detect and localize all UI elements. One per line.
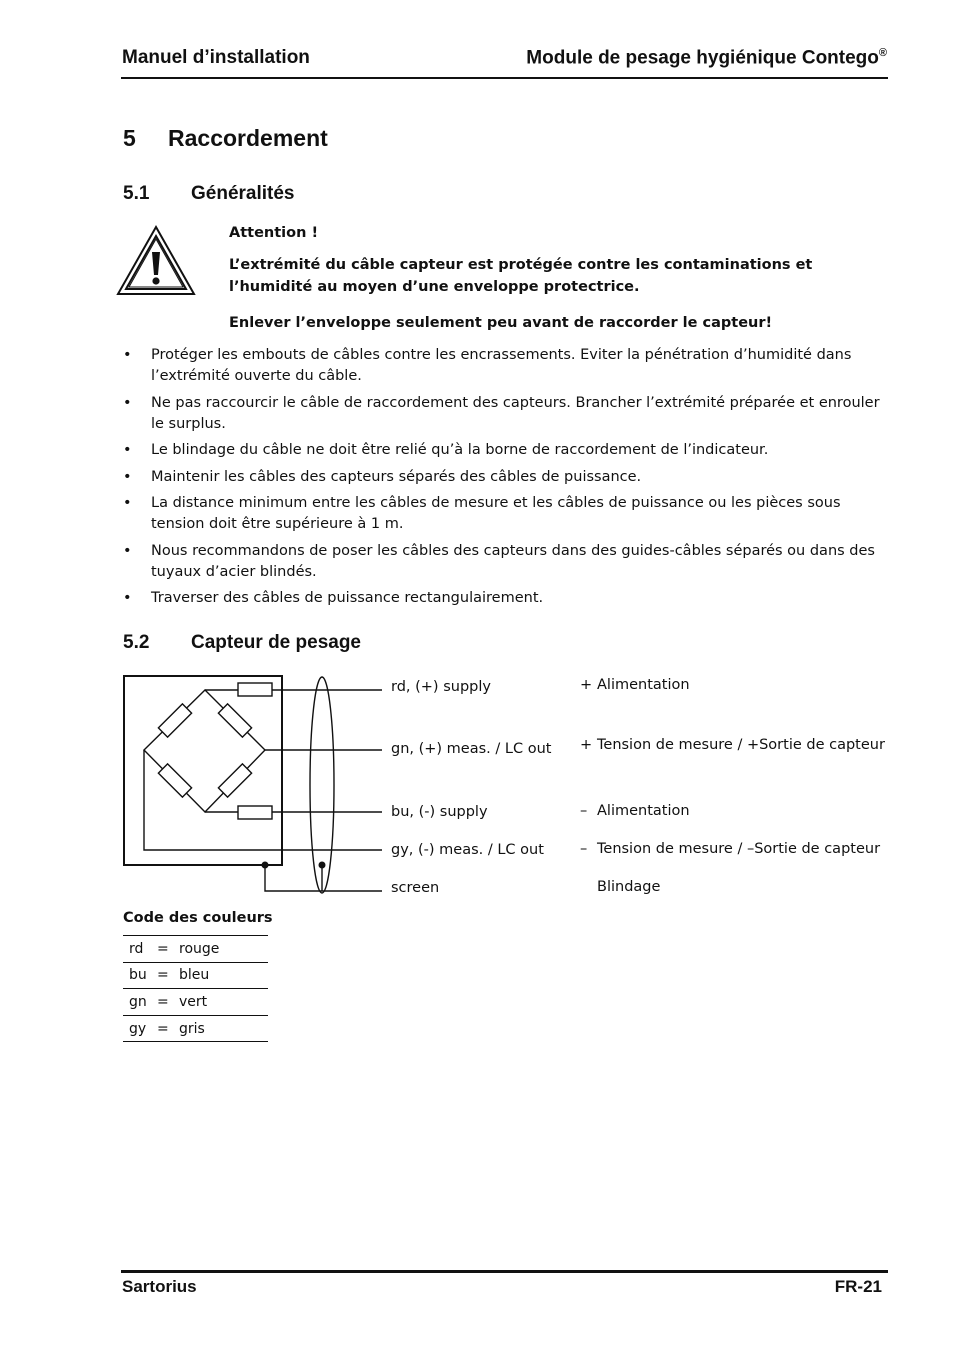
bullet-item: • Le blindage du câble ne doit être relié qu’à la borne de raccordement de l’indicateur. — [121, 440, 881, 461]
bullet-item: • Traverser des câbles de puissance rectangulairement. — [121, 588, 881, 609]
junction-dot — [262, 862, 269, 869]
bullet-item: • Ne pas raccourcir le câble de raccordement des capteurs. Brancher l’extrémité préparée et enrouler le surplus. — [121, 393, 881, 435]
subsection-1-title: Généralités — [191, 183, 295, 204]
equals-sign: = — [157, 962, 179, 989]
strain-gauge-lower-right — [218, 764, 251, 797]
table-row — [123, 1015, 268, 1042]
subsection-1-number: 5.1 — [123, 183, 150, 204]
table-row — [123, 962, 268, 989]
sign-bu: – — [580, 803, 588, 819]
wire-label-rd: rd, (+) supply — [391, 679, 491, 695]
resistor-bottom — [238, 806, 272, 819]
desc-screen: Blindage — [597, 879, 661, 895]
resistor-top — [238, 683, 272, 696]
color-name: bleu — [179, 962, 268, 989]
page-number: FR-21 — [834, 1277, 882, 1296]
bullet-list — [121, 345, 881, 615]
bullet-item: • Maintenir les câbles des capteurs séparés des câbles de puissance. — [121, 467, 881, 488]
wire-label-bu: bu, (-) supply — [391, 804, 488, 820]
color-abbrev: rd — [123, 936, 157, 963]
junction-dot — [319, 862, 326, 869]
warning-triangle-icon — [116, 224, 196, 296]
header-left-title: Manuel d’installation — [122, 47, 310, 68]
warning-line-2: Enlever l’enveloppe seulement peu avant de raccorder le capteur! — [229, 315, 773, 331]
color-abbrev: bu — [123, 962, 157, 989]
footer-company: Sartorius — [122, 1277, 197, 1296]
desc-rd: Alimentation — [597, 677, 690, 693]
section-number: 5 — [123, 125, 136, 151]
color-code-title: Code des couleurs — [123, 910, 273, 926]
warning-title: Attention ! — [229, 225, 319, 241]
load-cell-housing — [124, 676, 282, 865]
table-row — [123, 989, 268, 1016]
color-abbrev: gy — [123, 1015, 157, 1042]
sign-gy: – — [580, 841, 588, 857]
wire-label-gn: gn, (+) meas. / LC out — [391, 741, 552, 757]
wheatstone-bridge — [144, 690, 265, 812]
color-name: rouge — [179, 936, 268, 963]
strain-gauge-upper-right — [218, 704, 251, 737]
bullet-item: • Protéger les embouts de câbles contre les encrassements. Eviter la pénétration d’humidité dans l’extrémité ouverte du câble. — [121, 345, 881, 387]
bullet-item: • La distance minimum entre les câbles de mesure et les câbles de puissance ou les pièces sous tension doit être supérieure à 1 m. — [121, 493, 881, 535]
header-rule — [121, 77, 888, 79]
desc-gn: Tension de mesure / +Sortie de capteur — [597, 737, 885, 753]
screen-wire — [265, 865, 382, 891]
color-name: vert — [179, 989, 268, 1016]
desc-gy: Tension de mesure / –Sortie de capteur — [597, 841, 881, 857]
section-title: Raccordement — [168, 125, 328, 151]
wire-label-gy: gy, (-) meas. / LC out — [391, 842, 544, 858]
equals-sign: = — [157, 989, 179, 1016]
cable-shield — [310, 677, 334, 893]
subsection-2-number: 5.2 — [123, 632, 150, 653]
warning-line-1: L’extrémité du câble capteur est protégée contre les contaminations et l’humidité au moyen d’une enveloppe protectrice. — [229, 257, 813, 295]
subsection-2-title: Capteur de pesage — [191, 632, 361, 653]
strain-gauge-upper-left — [158, 704, 191, 737]
load-cell-wiring-diagram — [118, 670, 388, 900]
header-right-text: Module de pesage hygiénique Contego — [526, 47, 879, 69]
wire-label-screen: screen — [391, 880, 440, 896]
table-row — [123, 936, 268, 963]
inner-wire-gy — [144, 750, 382, 850]
equals-sign: = — [157, 936, 179, 963]
header-right-title — [526, 47, 887, 69]
color-name: gris — [179, 1015, 268, 1042]
equals-sign: = — [157, 1015, 179, 1042]
sign-rd: + — [580, 677, 593, 693]
bullet-item: • Nous recommandons de poser les câbles des capteurs dans des guides-câbles séparés ou dans des tuyaux d’acier blindés. — [121, 541, 881, 583]
sign-gn: + — [580, 737, 593, 753]
registered-mark: ® — [878, 47, 887, 59]
footer-rule — [121, 1270, 888, 1273]
color-abbrev: gn — [123, 989, 157, 1016]
color-code-table — [123, 935, 268, 1042]
strain-gauge-lower-left — [158, 764, 191, 797]
desc-bu: Alimentation — [597, 803, 690, 819]
